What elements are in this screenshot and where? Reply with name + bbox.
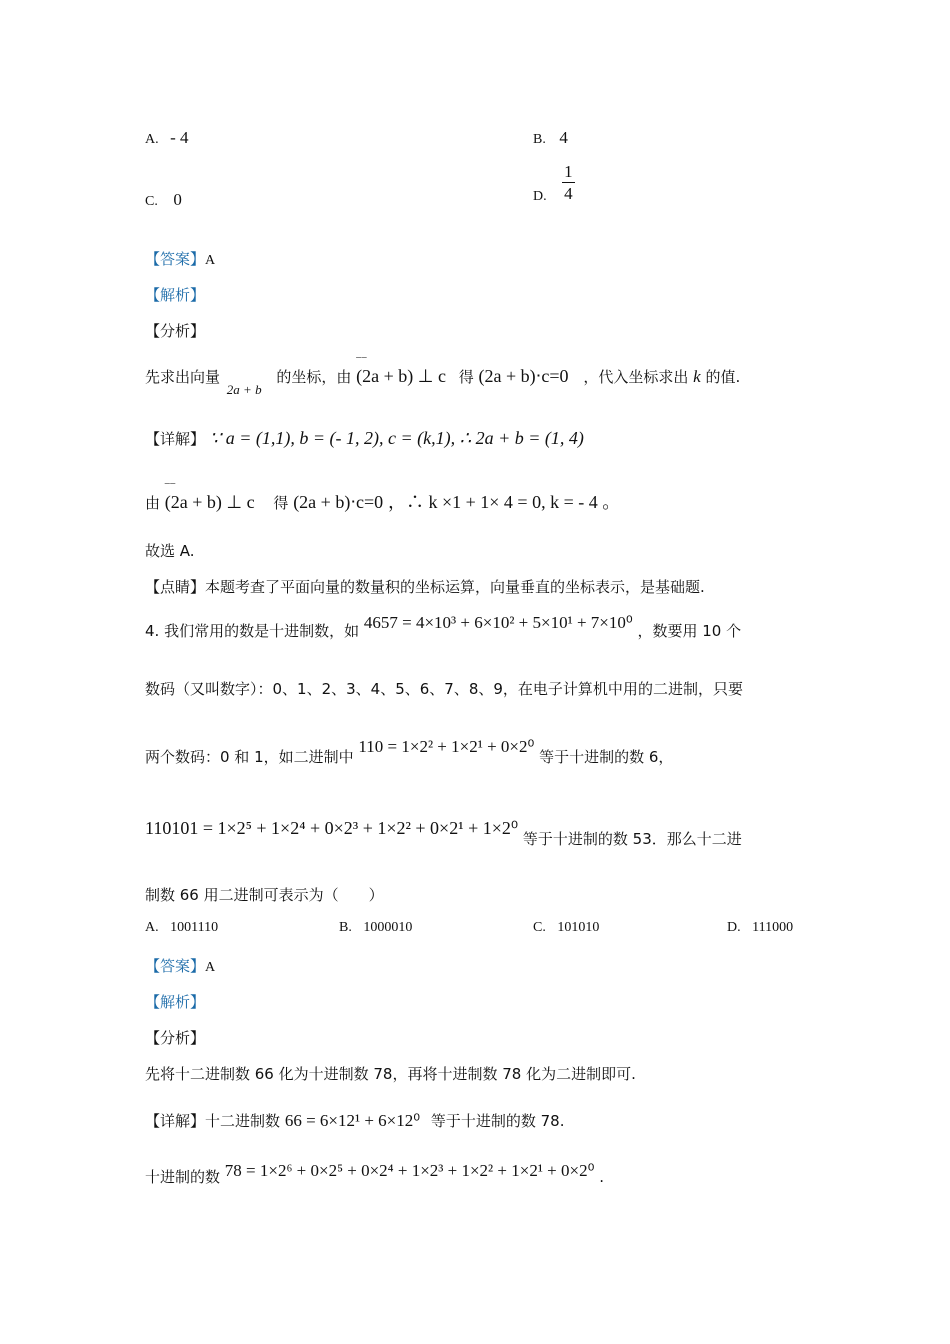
q4-line-4 [145,818,742,848]
q4-detail-line [145,1110,564,1131]
q3-option-c [145,190,182,210]
q4-option-a [145,920,218,936]
text: ，数要用 10 个 [637,622,742,640]
q4-last-line [145,1161,604,1187]
q3-option-a [145,128,189,148]
decimal-expansion-math: 4657 = 4×10³ + 6×10² + 5×10¹ + 7×10⁰ [363,613,633,632]
text: 十进制的数 [145,1168,221,1186]
q3-fenxi-line [145,366,741,397]
q3-detail-line [145,428,584,449]
text: 先求出向量 [145,368,221,386]
text: 4. 我们常用的数是十进制数，如 [145,622,360,640]
text: 等于十进制的数 53．那么十二进 [522,830,742,848]
option-value: 1000010 [363,920,413,935]
option-label: C. [533,920,546,935]
detail-tag: 【详解】 [145,430,206,448]
q3-dianjing [145,576,705,597]
answer-value: A [205,960,216,975]
answer-tag: 【答案】 [145,250,206,268]
text: 等于十进制的数 78. [430,1112,565,1130]
option-label: C. [145,194,158,209]
binary-result-math: 78 = 1×2⁶ + 0×2⁵ + 0×2⁴ + 1×2³ + 1×2² + 1×2¹ + 0×2⁰ [224,1161,595,1180]
option-label: D. [727,920,741,935]
q3-derivation-line [145,488,620,514]
q4-option-c [533,920,599,936]
q4-line-2: 数码（又叫数字）：0、1、2、3、4、5、6、7、8、9，在电子计算机中用的二进制，只要 [145,680,743,698]
binary-example-math: 110101 = 1×2⁵ + 1×2⁴ + 0×2³ + 1×2² + 0×2¹ + 1×2⁰ [145,818,519,838]
var-k: k [693,367,701,386]
dot-expr: (2a + b)⋅c=0 [293,492,384,512]
text: . [599,1168,604,1186]
binary-example-math: 110 = 1×2² + 1×2¹ + 0×2⁰ [358,737,535,756]
dianjing-tag: 【点睛】 [145,578,206,596]
perp-expr: – – (2a + b) ⊥ c [165,492,255,512]
option-value: - 4 [170,128,189,147]
answer-tag: 【答案】 [145,957,206,975]
option-value: 111000 [752,920,794,935]
q4-line-3 [145,737,674,767]
q3-answer [145,248,215,269]
q4-line-5: 制数 66 用二进制可表示为（ ） [145,886,384,904]
option-value: 1001110 [170,920,219,935]
option-label: A. [145,132,159,147]
result-expr: ，∴ k ×1 + 1× 4 = 0, k = - 4 。 [387,492,621,512]
q3-fenxi-tag: 【分析】 [145,322,206,340]
q3-option-b [533,128,568,148]
dianjing-text: 本题考查了平面向量的数量积的坐标运算，向量垂直的坐标表示，是基础题. [205,578,705,596]
duodecimal-math: 66 = 6×12¹ + 6×12⁰ [284,1111,421,1130]
numerator: 1 [564,162,573,181]
option-label: B. [339,920,352,935]
detail-math: ∵ a = (1,1), b = (- 1, 2), c = (k,1), ∴ 2a + b = (1, 4) [209,428,584,448]
q4-option-d [727,920,793,936]
q4-fenxi-tag: 【分析】 [145,1029,206,1047]
q4-line-1 [145,613,742,641]
text: 两个数码：0 和 1，如二进制中 [145,748,354,766]
option-label: B. [533,132,546,147]
detail-tag: 【详解】 [145,1112,206,1130]
q4-option-b [339,920,412,936]
denominator: 4 [564,184,573,203]
q4-answer [145,955,215,976]
option-value: 0 [173,190,182,209]
perp-expr: – – (2a + b) ⊥ c [356,366,446,386]
text: 的坐标，由 [276,368,352,386]
text: 由 [145,494,161,512]
option-value: 4 [559,128,568,147]
option-value: 101010 [557,920,600,935]
q4-fenxi-text: 先将十二进制数 66 化为十进制数 78，再将十进制数 78 化为二进制即可. [145,1065,636,1083]
answer-value: A [205,253,216,268]
text: 得 [273,494,289,512]
q3-option-d [533,162,575,205]
text: 十二进制数 [205,1112,281,1130]
option-label: D. [533,188,547,204]
text: 等于十进制的数 6， [539,748,674,766]
text: ，代入坐标求出 [583,368,689,386]
q4-analysis-tag: 【解析】 [145,993,206,1011]
text: 得 [458,368,474,386]
dot-expr: (2a + b)⋅c=0 [478,366,569,386]
option-label: A. [145,920,159,935]
q3-analysis-tag: 【解析】 [145,286,206,304]
fraction [562,162,575,205]
text: 的值. [705,368,741,386]
q3-conclusion: 故选 A. [145,542,195,560]
vector-expr: 2a + b [226,382,262,397]
